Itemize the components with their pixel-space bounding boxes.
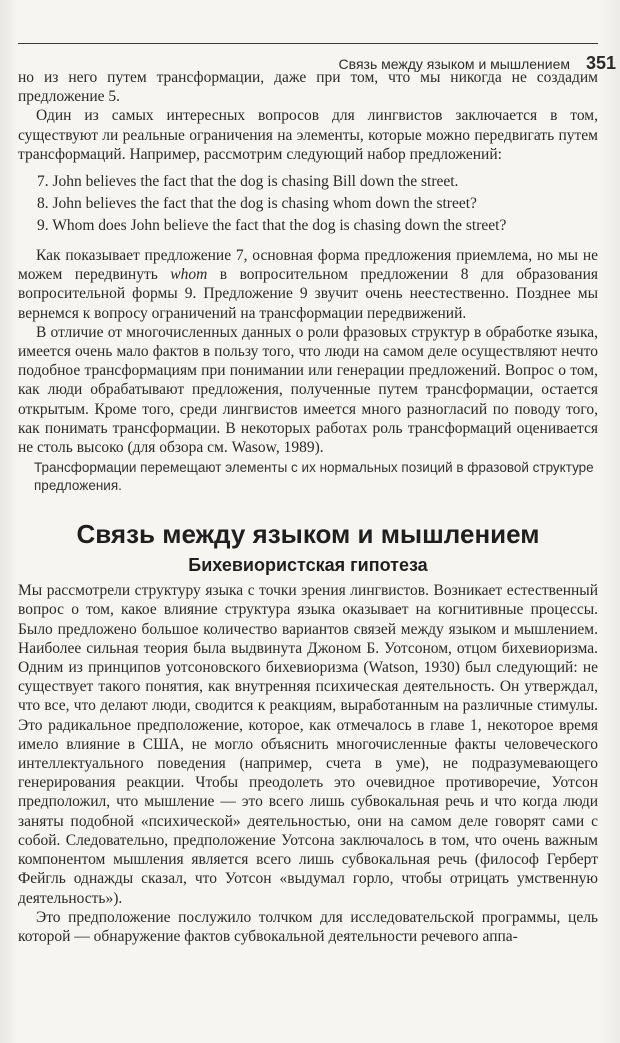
intro-paragraph-continued: но из него путем трансформации, даже при том, что мы никогда не создадим предложение 5. xyxy=(18,69,598,106)
analysis-text-b: в вопросительном предложении 8 для образования вопросительной формы 9. Предложение 9 звучит очень неестественно. Позднее мы вернемся к вопросу ограничений на трансформации передвижений. xyxy=(18,266,598,322)
analysis-paragraph-1 xyxy=(18,246,598,323)
whom-term: whom xyxy=(170,266,208,284)
behaviorism-paragraph-2: Это предположение послужило толчком для исследовательской программы, цель которой — обнаружение фактов субвокальной деятельности речевого аппа- xyxy=(18,908,598,945)
example-sentences xyxy=(18,171,598,237)
behaviorism-paragraph-1: Мы рассмотрели структуру языка с точки зрения лингвистов. Возникает естественный вопрос о том, какое влияние структура языка оказывает на когнитивные процессы. Было предложено большое количество вариантов связей между языком и мышлением. Наиболее сильная теория была выдвинута Джоном Б. Уотсоном, отцом бихевиоризма. Одним из принципов уотсоновского бихевиоризма (Watson, 1930) был следующий: не существует такого понятия, как внутренняя психическая деятельность. Он утверждал, что все, что делают люди, сводится к реакциям, выработанным на различные стимулы. Это радикальное предположение, которое, как отмечалось в главе 1, некоторое время имело влияние в США, не могло объяснить многочисленные факты человеческого интеллектуального поведения (например, счета в уме), не подразумевающего генерирования реакции. Чтобы преодолеть это очевидное противоречие, Уотсон предположил, что мышление — это всего лишь субвокальная речь и что когда люди заняты подобной «психической» деятельностью, они на самом деле говорят сами с собой. Следовательно, предположение Уотсона заключалось в том, что очень важным компонентом мышления является всего лишь субвокальная речь (философ Герберт Фейгль однажды сказал, что Уотсон «выдумал горло, чтобы отрицать умственную деятельность»). xyxy=(18,582,598,907)
subsection-title: Бихевиористская гипотеза xyxy=(188,555,428,576)
page-header xyxy=(0,24,620,73)
running-title: Связь между языком и мышлением xyxy=(338,56,570,72)
example-sentence-9: 9. Whom does John believe the fact that the dog is chasing down the street? xyxy=(37,217,507,235)
page-content xyxy=(18,68,598,946)
page-number: 351 xyxy=(585,53,616,73)
margin-note: Трансформации перемещают элементы с их нормальных позиций в фразовой структуре предложения. xyxy=(34,460,594,494)
header-rule xyxy=(18,43,598,44)
analysis-paragraph-2: В отличие от многочисленных данных о роли фразовых структур в обработке языка, имеется очень мало фактов в пользу того, что люди на самом деле осуществляют нечто подобное трансформациям при понимании или генерации предложений. Вопрос о том, как люди обрабатывают предложения, полученные путем трансформации, остается открытым. Кроме того, среди лингвистов имеется много разногласий по поводу того, как понимать трансформации. В некоторых работах роль трансформаций оценивается не столь высоко (для обзора см. Wasow, 1989). xyxy=(18,323,598,457)
example-sentence-8: 8. John believes the fact that the dog is chasing whom down the street? xyxy=(37,195,477,213)
analysis-text-a: Как показывает предложение 7, основная форма предложения приемлема, но мы не можем передвинуть xyxy=(18,247,598,284)
section-title: Связь между языком и мышлением xyxy=(76,519,540,550)
intro-paragraph: Один из самых интересных вопросов для лингвистов заключается в том, существуют ли реальные ограничения на элементы, которые можно передвигать путем трансформаций. Например, рассмотрим следующий набор предложений: xyxy=(18,107,598,163)
behaviorism-section xyxy=(18,581,598,946)
example-sentence-7: 7. John believes the fact that the dog is chasing Bill down the street. xyxy=(37,173,459,191)
